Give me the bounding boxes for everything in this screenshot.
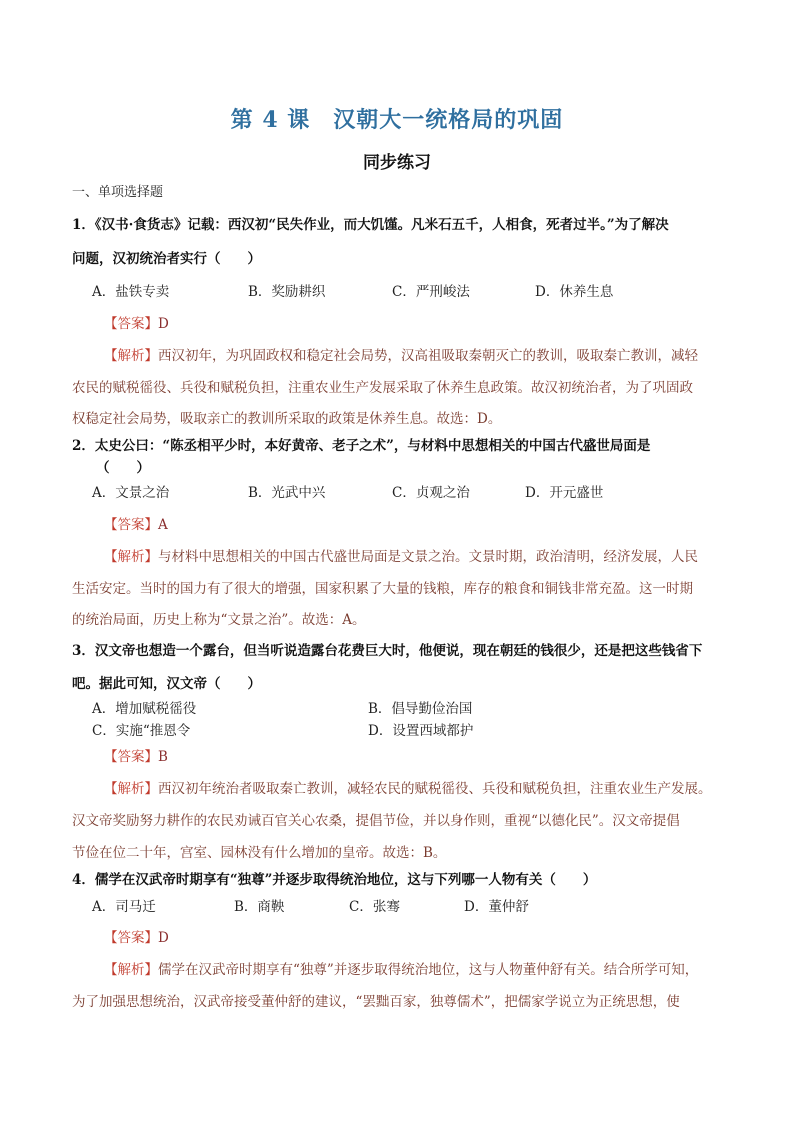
explanation-label: 【解析】: [104, 348, 158, 364]
question-1-options: [92, 283, 752, 301]
question-1-explanation-line-2: 农民的赋税徭役、兵役和赋税负担，注重农业生产发展采取了休养生息政策。故汉初统治者，为了巩固政: [72, 380, 693, 396]
question-4-options: [92, 898, 752, 916]
question-4-explanation-line-1: [104, 961, 764, 979]
question-4-answer: [104, 929, 764, 947]
question-4-stem-line-1: 4．儒学在汉武帝时期享有“独尊”并逐步取得统治地位，这与下列哪一人物有关（ ）: [72, 872, 597, 888]
question-2-options: [92, 484, 752, 502]
question-3-options-row-1: [92, 700, 752, 718]
answer-label: 【答案】: [104, 749, 158, 765]
answer-label: 【答案】: [104, 316, 158, 332]
explanation-label: 【解析】: [104, 549, 158, 565]
answer-value: A: [158, 517, 168, 533]
question-1-stem-line-1: 1．《汉书·食货志》记载：西汉初“民失作业，而大饥馑。凡米石五千，人相食，死者过半。”为了解决: [72, 217, 669, 233]
question-4-option-c: C．张骞: [349, 899, 400, 915]
question-3-option-d: D．设置西域都护: [368, 723, 474, 739]
explanation-text: 儒学在汉武帝时期享有“独尊”并逐步取得统治地位，这与人物董仲舒有关。结合所学可知，: [158, 962, 699, 978]
question-3-option-c: C．实施“推恩令: [92, 723, 191, 739]
page-title: 第 4 课 汉朝大一统格局的巩固: [230, 107, 564, 133]
question-3-stem-line-1: 3．汉文帝也想造一个露台，但当听说造露台花费巨大时，他便说，现在朝廷的钱很少，还是把这些钱省下: [72, 643, 703, 659]
question-1-option-a: A．盐铁专卖: [92, 284, 170, 300]
explanation-label: 【解析】: [104, 962, 158, 978]
explanation-text: 西汉初年，为巩固政权和稳定社会局势，汉高祖吸取秦朝灭亡的教训，吸取秦亡教训，减轻: [158, 348, 698, 364]
question-3-explanation-line-2: 汉文帝奖励努力耕作的农民劝诫百官关心农桑，提倡节俭，并以身作则，重视“以德化民”。汉文帝提倡: [72, 813, 680, 829]
explanation-label: 【解析】: [104, 781, 158, 797]
question-4-option-b: B．商鞅: [234, 899, 285, 915]
answer-value: B: [158, 749, 168, 765]
question-2-option-b: B．光武中兴: [248, 485, 326, 501]
question-3-answer: [104, 748, 764, 766]
question-2-explanation-line-1: [104, 548, 764, 566]
question-2-stem-line-1: 2．太史公曰：“陈丞相平少时，本好黄帝、老子之术”，与材料中思想相关的中国古代盛世局面是: [72, 438, 651, 454]
question-2-stem-line-2: （ ）: [96, 460, 150, 476]
question-4-option-a: A．司马迁: [92, 899, 156, 915]
explanation-text: 西汉初年统治者吸取秦亡教训，减轻农民的赋税徭役、兵役和赋税负担，注重农业生产发展。: [158, 781, 712, 797]
question-3-explanation-line-3: 节俭在位二十年，宫室、园林没有什么增加的皇帝。故选：B。: [72, 845, 447, 861]
question-3-stem-line-2: 吧。据此可知，汉文帝（ ）: [72, 676, 261, 692]
question-3-explanation-line-1: [104, 780, 764, 798]
page-subtitle: 同步练习: [363, 153, 431, 173]
question-1-explanation-line-1: [104, 347, 764, 365]
question-3-option-a: A．增加赋税徭役: [92, 701, 197, 717]
answer-label: 【答案】: [104, 930, 158, 946]
question-2-explanation-line-3: 的统治局面，历史上称为“文景之治”。故选：A。: [72, 612, 366, 628]
question-1-answer: [104, 315, 764, 333]
question-1-option-d: D．休养生息: [535, 284, 614, 300]
question-2-option-c: C．贞观之治: [392, 485, 470, 501]
question-4-explanation-line-2: 为了加强思想统治，汉武帝接受董仲舒的建议，“罢黜百家，独尊儒术”，把儒家学说立为正统思想，使: [72, 994, 680, 1010]
question-1-option-c: C．严刑峻法: [392, 284, 470, 300]
answer-label: 【答案】: [104, 517, 158, 533]
explanation-text: 与材料中思想相关的中国古代盛世局面是文景之治。文景时期，政治清明，经济发展，人民: [158, 549, 698, 565]
question-1-stem-line-2: 问题，汉初统治者实行（ ）: [72, 251, 261, 267]
question-4-option-d: D．董仲舒: [464, 899, 529, 915]
section-heading: 一、单项选择题: [72, 185, 164, 200]
question-2-option-a: A．文景之治: [92, 485, 170, 501]
question-3-options-row-2: [92, 722, 752, 740]
question-3-option-b: B．倡导勤俭治国: [368, 701, 473, 717]
question-2-explanation-line-2: 生活安定。当时的国力有了很大的增强，国家积累了大量的钱粮，库存的粮食和铜钱非常充盈。这一时期: [72, 581, 693, 597]
question-1-option-b: B．奖励耕织: [248, 284, 326, 300]
question-2-option-d: D．开元盛世: [525, 485, 604, 501]
answer-value: D: [158, 316, 169, 332]
answer-value: D: [158, 930, 169, 946]
question-2-answer: [104, 516, 764, 534]
question-1-explanation-line-3: 权稳定社会局势，吸取亲亡的教训所采取的政策是休养生息。故选：D。: [72, 411, 502, 427]
